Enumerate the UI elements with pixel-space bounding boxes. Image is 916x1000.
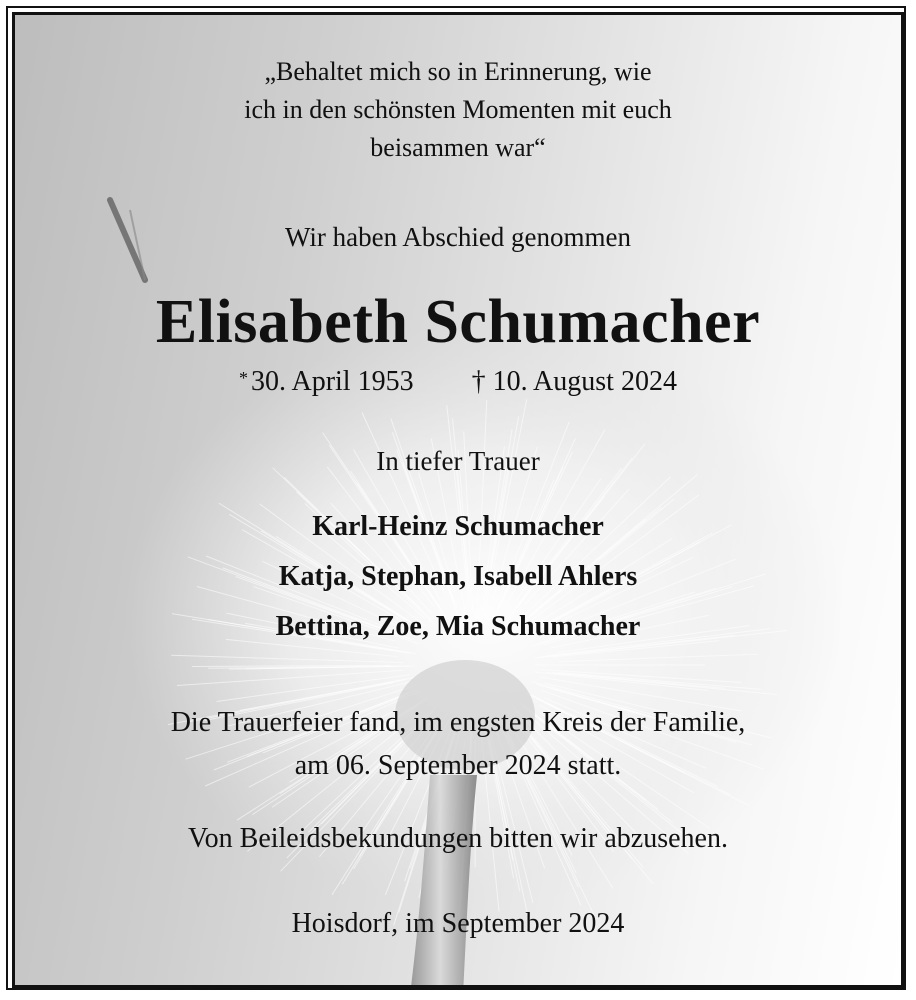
- deceased-name: Elisabeth Schumacher: [155, 288, 761, 356]
- family-line: Katja, Stephan, Isabell Ahlers: [278, 561, 638, 592]
- ceremony-text: Die Trauerfeier fand, im engsten Kreis der Familie,: [170, 707, 746, 738]
- birth-date: 30. April 1953: [251, 366, 414, 397]
- death-symbol: †: [471, 366, 486, 397]
- mourning-text: In tiefer Trauer: [376, 446, 540, 476]
- quote-line: ich in den schönsten Momenten mit euch: [244, 95, 672, 124]
- life-dates: [0, 366, 916, 398]
- ceremony-text: am 06. September 2024 statt.: [294, 750, 622, 781]
- intro-text: Wir haben Abschied genommen: [284, 222, 632, 252]
- family-line: Karl-Heinz Schumacher: [312, 511, 604, 542]
- family-line: Bettina, Zoe, Mia Schumacher: [275, 611, 641, 642]
- birth-symbol: *: [239, 368, 249, 388]
- quote-line: „Behaltet mich so in Erinnerung, wie: [264, 57, 652, 86]
- death-date: 10. August 2024: [492, 366, 677, 397]
- quote-line: beisammen war“: [370, 133, 546, 162]
- condolences-text: Von Beileidsbekundungen bitten wir abzusehen.: [188, 823, 728, 854]
- place-date-text: Hoisdorf, im September 2024: [291, 908, 625, 939]
